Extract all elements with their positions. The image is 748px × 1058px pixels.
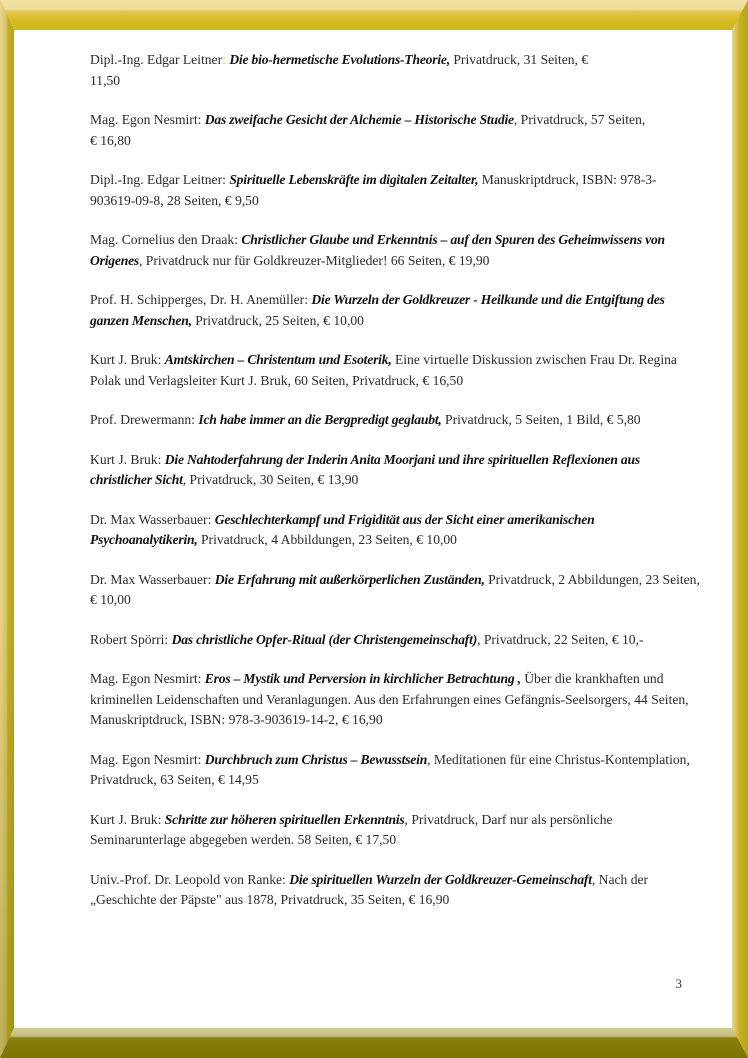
entry-separator: : bbox=[157, 811, 162, 827]
publication-entry bbox=[90, 570, 700, 611]
entry-author: Kurt J. Bruk bbox=[90, 352, 158, 367]
entry-separator: : bbox=[234, 232, 238, 247]
publication-entry bbox=[90, 750, 700, 791]
entry-author: Kurt J. Bruk bbox=[90, 811, 158, 827]
entry-details: Privatdruck, 5 Seiten, 1 Bild, € 5,80 bbox=[441, 412, 641, 427]
frame-right-bevel bbox=[732, 0, 748, 1058]
entry-title: Das christliche Opfer-Ritual (der Christengemeinschaft) bbox=[171, 631, 478, 647]
frame-bottom-bevel bbox=[0, 1028, 748, 1058]
entry-author: Univ.-Prof. Dr. Leopold von Ranke bbox=[90, 871, 283, 887]
entry-title: Das zweifache Gesicht der Alchemie – Historische Studie bbox=[204, 112, 514, 127]
entry-author: Robert Spörri bbox=[90, 631, 165, 647]
entry-separator: : bbox=[197, 112, 202, 127]
entry-details: Privatdruck, 31 Seiten, € bbox=[449, 52, 589, 67]
publication-entry bbox=[90, 669, 700, 731]
entry-details: Manuskriptdruck, ISBN: 978-3-903619-09-8, 28 Seiten, € 9,50 bbox=[90, 172, 657, 208]
frame-top-bevel bbox=[0, 0, 748, 30]
entry-title: Schritte zur höheren spirituellen Erkenntnis bbox=[164, 811, 405, 827]
entry-title: Amtskirchen – Christentum und Esoterik, bbox=[164, 352, 392, 367]
entry-price-line: € 16,80 bbox=[90, 132, 131, 148]
entry-details: Privatdruck, 25 Seiten, € 10,00 bbox=[191, 312, 364, 328]
entry-author: Mag. Egon Nesmirt bbox=[90, 112, 198, 127]
entry-separator: : bbox=[282, 871, 286, 887]
entry-details: Privatdruck, 2 Abbildungen, 23 Seiten, € 10,00 bbox=[90, 571, 700, 607]
entry-author: Mag. Cornelius den Draak bbox=[90, 232, 235, 247]
publication-entry bbox=[90, 50, 700, 91]
entry-author: Kurt J. Bruk bbox=[90, 451, 158, 467]
entry-title: Die Erfahrung mit außerkörperlichen Zuständen, bbox=[214, 571, 485, 587]
entry-separator: : bbox=[157, 451, 162, 467]
entry-title: Die spirituellen Wurzeln der Goldkreuzer-Gemeinschaft bbox=[289, 871, 592, 887]
publication-list bbox=[90, 50, 700, 930]
entry-author: Mag. Egon Nesmirt bbox=[90, 671, 198, 686]
entry-separator: : bbox=[222, 52, 226, 67]
entry-details: , Privatdruck, 57 Seiten, bbox=[513, 112, 646, 127]
entry-separator: : bbox=[197, 751, 202, 767]
entry-title: Die bio-hermetische Evolutions-Theorie, bbox=[229, 52, 450, 67]
entry-separator: : bbox=[164, 631, 169, 647]
entry-author: Dr. Max Wasserbauer bbox=[90, 511, 208, 527]
entry-author: Prof. H. Schipperges, Dr. H. Anemüller bbox=[90, 292, 305, 307]
entry-separator: : bbox=[207, 511, 212, 527]
entry-title: Ich habe immer an die Bergpredigt geglaubt, bbox=[198, 412, 442, 427]
entry-author: Dr. Max Wasserbauer bbox=[90, 571, 208, 587]
entry-title: Christlicher Glaube und Erkenntnis – auf den Spuren des Geheimwissens von Origenes bbox=[90, 232, 665, 268]
entry-details: , Privatdruck nur für Goldkreuzer-Mitglieder! 66 Seiten, € 19,90 bbox=[139, 252, 490, 268]
entry-title: Spirituelle Lebenskräfte im digitalen Zeitalter, bbox=[229, 172, 479, 187]
entry-separator: : bbox=[304, 292, 308, 307]
entry-details: , Privatdruck, Darf nur als persönliche Seminarunterlage abgegeben werden. 58 Seiten, € 17,50 bbox=[90, 811, 613, 847]
publication-entry bbox=[90, 870, 700, 911]
entry-separator: : bbox=[197, 671, 202, 686]
publication-entry bbox=[90, 290, 700, 331]
publication-entry bbox=[90, 110, 700, 151]
publication-entry bbox=[90, 170, 700, 211]
entry-separator: : bbox=[222, 172, 226, 187]
entry-title: Geschlechterkampf und Frigidität aus der Sicht einer amerikanischen Psychoanalytikerin, bbox=[90, 511, 595, 547]
entry-author: Dipl.-Ing. Edgar Leitner bbox=[90, 172, 223, 187]
entry-author: Prof. Drewermann bbox=[90, 412, 192, 427]
publication-entry bbox=[90, 410, 700, 431]
entry-title: Die Nahtoderfahrung der Inderin Anita Moorjani und ihre spirituellen Reflexionen aus christlicher Sicht bbox=[90, 451, 640, 487]
entry-details: Eine virtuelle Diskussion zwischen Frau Dr. Regina Polak und Verlagsleiter Kurt J. Bruk, 60 Seiten, Privatdruck, € 16,50 bbox=[90, 352, 677, 388]
entry-details: , Nach der „Geschichte der Päpste" aus 1878, Privatdruck, 35 Seiten, € 16,90 bbox=[90, 871, 649, 907]
publication-entry bbox=[90, 350, 700, 391]
document-page bbox=[14, 30, 732, 1028]
publication-entry bbox=[90, 630, 700, 651]
publication-entry bbox=[90, 510, 700, 551]
entry-details: Über die krankhaften und kriminellen Leidenschaften und Veranlagungen. Aus den Erfahrungen eines Gefängnis-Seelsorgers, 44 Seiten, Manuskriptdruck, ISBN: 978-3-903619-14-2, € 16,90 bbox=[90, 671, 689, 727]
entry-author: Mag. Egon Nesmirt bbox=[90, 751, 198, 767]
entry-price-line: 11,50 bbox=[90, 72, 121, 88]
entry-separator: : bbox=[157, 352, 162, 367]
entry-details: Privatdruck, 4 Abbildungen, 23 Seiten, € 10,00 bbox=[197, 532, 457, 547]
entry-title: Eros – Mystik und Perversion in kirchlicher Betrachtung , bbox=[204, 671, 521, 686]
frame-left-bevel bbox=[0, 0, 14, 1058]
entry-title: Durchbruch zum Christus – Bewusstsein bbox=[204, 751, 428, 767]
entry-title: Die Wurzeln der Goldkreuzer - Heilkunde und die Entgiftung des ganzen Menschen, bbox=[90, 292, 665, 328]
publication-entry bbox=[90, 230, 700, 271]
publication-entry bbox=[90, 450, 700, 491]
entry-author: Dipl.-Ing. Edgar Leitner bbox=[90, 52, 223, 67]
entry-details: , Privatdruck, 30 Seiten, € 13,90 bbox=[182, 472, 359, 487]
page-number: 3 bbox=[675, 976, 682, 991]
entry-details: , Meditationen für eine Christus-Kontemplation, Privatdruck, 63 Seiten, € 14,95 bbox=[90, 751, 690, 787]
entry-details: , Privatdruck, 22 Seiten, € 10,- bbox=[477, 631, 644, 647]
publication-entry bbox=[90, 810, 700, 851]
entry-separator: : bbox=[207, 571, 212, 587]
entry-separator: : bbox=[191, 412, 195, 427]
